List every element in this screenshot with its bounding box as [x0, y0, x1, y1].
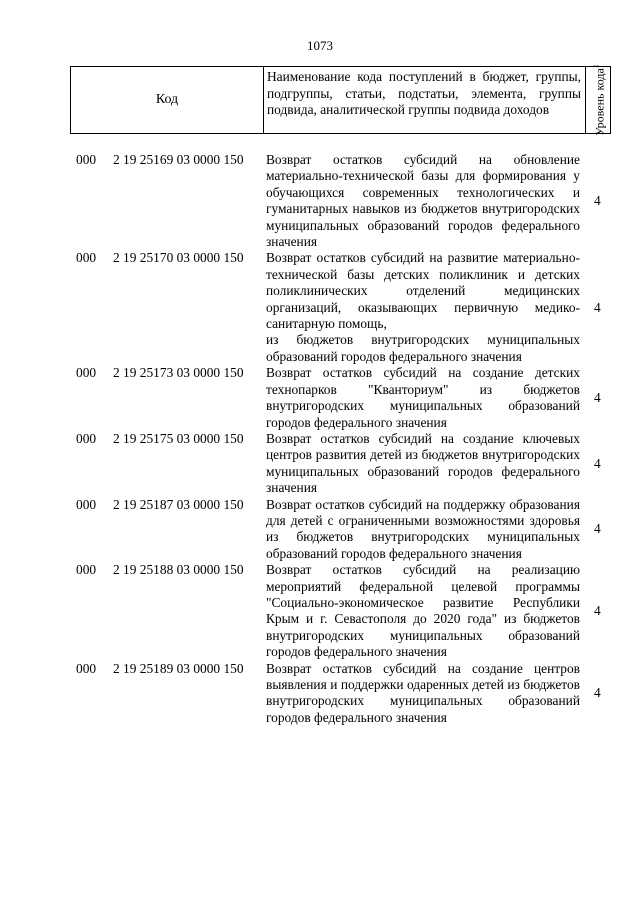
row-revenue-code: 2 19 25188 03 0000 150	[113, 562, 244, 578]
table-body	[0, 152, 640, 726]
header-level-label: Уровень кода	[592, 68, 607, 136]
row-revenue-code: 2 19 25187 03 0000 150	[113, 496, 244, 512]
table-row	[0, 661, 640, 727]
row-revenue-code: 2 19 25189 03 0000 150	[113, 660, 244, 676]
header-name: Наименование кода поступлений в бюджет, группы, подгруппы, статьи, подстатьи, элемента, группы подвида, аналитической группы подвида доходов	[264, 67, 586, 133]
row-name: Возврат остатков субсидий на создание детских технопарков "Кванториум" из бюджетов внутригородских муниципальных образований городов федерального значения	[266, 365, 580, 430]
table-row	[0, 365, 640, 431]
row-level: 4	[594, 455, 601, 471]
row-name: Возврат остатков субсидий на создание ключевых центров развития детей из бюджетов внутригородских муниципальных образований городов федерального значения	[266, 430, 580, 496]
header-level-text	[591, 64, 606, 136]
row-admin-code: 000	[76, 496, 97, 512]
header-code: Код	[71, 67, 264, 133]
table-row	[0, 431, 640, 497]
row-name: Возврат остатков субсидий на развитие материально-технической базы детских поликлиник и детских поликлинических отделений медицинских организаций, оказывающих первичную медико-санитарную помощь, из бюджетов внутригородских муниципальных образований городов федерального значения	[266, 250, 580, 364]
row-revenue-code: 2 19 25169 03 0000 150	[113, 152, 244, 167]
row-revenue-code: 2 19 25175 03 0000 150	[113, 430, 244, 446]
row-name: Возврат остатков субсидий на реализацию мероприятий федеральной целевой программы "Социально-экономическое развитие Республики Крым и г. Севастополя до 2020 года" из бюджетов внутригородских муниципальных образований городов федерального значения	[266, 562, 580, 660]
row-name: Возврат остатков субсидий на обновление материально-технической базы для формирования у обучающихся современных технологических и гуманитарных навыков из бюджетов внутригородских муниципальных образований городов федерального значения	[266, 152, 580, 250]
row-name: Возврат остатков субсидий на создание центров выявления и поддержки одаренных детей из бюджетов внутригородских муниципальных образований городов федерального значения	[266, 660, 580, 725]
row-revenue-code: 2 19 25170 03 0000 150	[113, 250, 244, 266]
row-level: 4	[594, 390, 601, 406]
row-admin-code: 000	[76, 365, 97, 381]
row-level: 4	[594, 193, 601, 209]
row-level: 4	[594, 521, 601, 537]
row-level: 4	[594, 603, 601, 619]
row-admin-code: 000	[76, 152, 97, 167]
row-admin-code: 000	[76, 660, 97, 676]
page-number: 1073	[307, 38, 333, 53]
row-level: 4	[594, 685, 601, 701]
row-admin-code: 000	[76, 562, 97, 578]
row-revenue-code: 2 19 25173 03 0000 150	[113, 365, 244, 381]
row-admin-code: 000	[76, 430, 97, 446]
row-admin-code: 000	[76, 250, 97, 266]
table-row	[0, 562, 640, 660]
header-level-footnote: 1	[591, 64, 601, 69]
table-header	[70, 66, 611, 134]
table-row	[0, 152, 640, 250]
header-level	[586, 64, 610, 136]
row-level: 4	[594, 299, 601, 315]
table-row	[0, 497, 640, 563]
row-name: Возврат остатков субсидий на поддержку образования для детей с ограниченными возможностями здоровья из бюджетов внутригородских муниципальных образований городов федерального значения	[266, 496, 580, 561]
table-row	[0, 250, 640, 365]
